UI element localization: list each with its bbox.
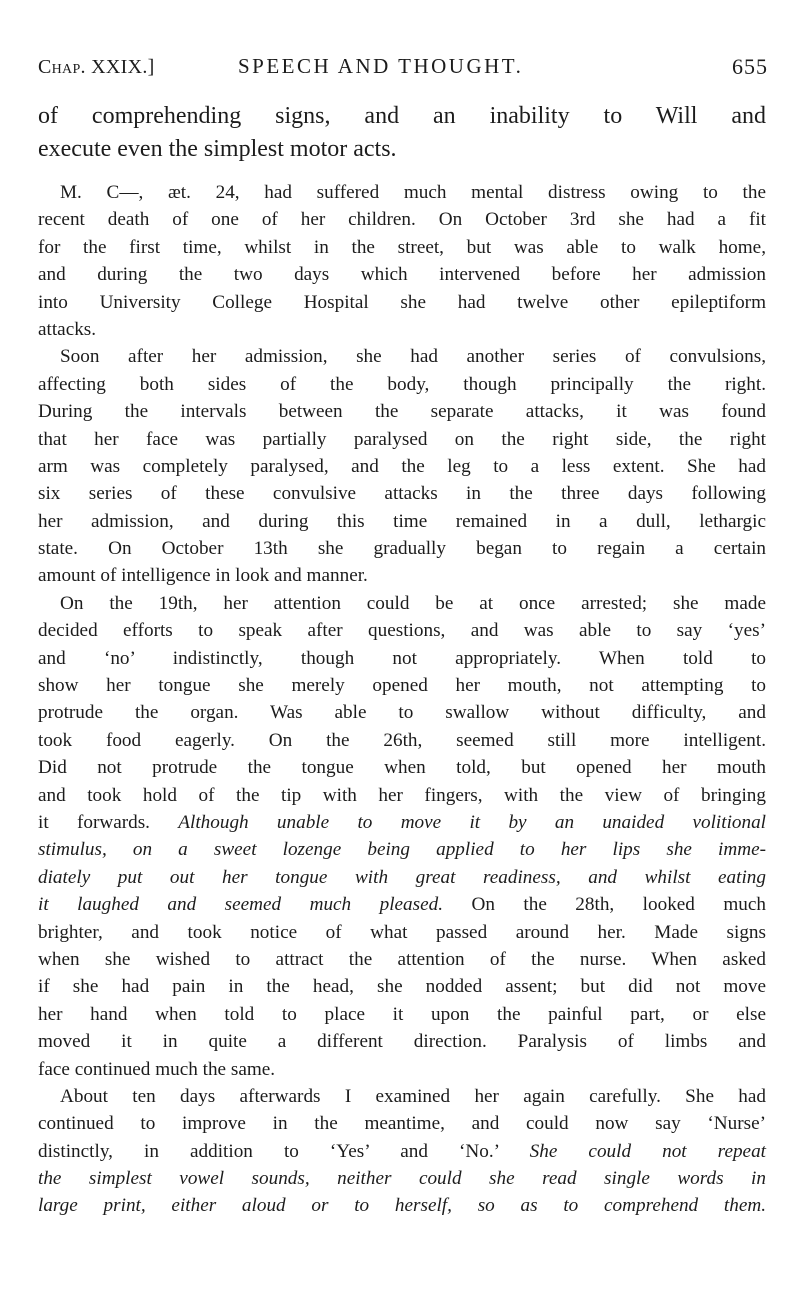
text-line: moved it in quite a different direction. Paralysis of limbs and: [38, 1031, 766, 1053]
text-line: took food eagerly. On the 26th, seemed still more intelligent.: [38, 729, 766, 751]
text-line: brighter, and took notice of what passed around her. Made signs: [38, 921, 766, 943]
text-line: and took hold of the tip with her fingers, with the view of bringing: [38, 784, 766, 806]
text-line: and during the two days which intervened before her admission: [38, 264, 766, 286]
italic-text: the simplest vowel sounds, neither could she read single words in: [38, 1168, 766, 1190]
text-run: distinctly, in addition to ‘Yes’ and ‘No.’: [38, 1140, 499, 1162]
text-line: [38, 864, 766, 891]
text-line: into University College Hospital she had twelve other epileptiform: [38, 291, 766, 313]
body-text: [38, 100, 766, 1220]
text-line: Soon after her admission, she had another series of convulsions,: [60, 346, 766, 368]
text-line: M. C—, æt. 24, had suffered much mental distress owing to the: [60, 182, 766, 203]
text-line: Did not protrude the tongue when told, but opened her mouth: [38, 757, 766, 779]
running-title: SPEECH AND THOUGHT.: [238, 54, 524, 78]
text-line: affecting both sides of the body, though principally the right.: [38, 373, 766, 395]
text-line: [38, 891, 766, 918]
text-line: of comprehending signs, and an inability to Will and: [38, 103, 766, 129]
text-line: if she had pain in the head, she nodded assent; but did not move: [38, 976, 766, 998]
page-number: 655: [732, 54, 768, 79]
text-line: On the 19th, her attention could be at once arrested; she made: [60, 592, 766, 614]
text-line: face continued much the same.: [38, 1058, 276, 1080]
text-line: execute even the simplest motor acts.: [38, 136, 397, 162]
italic-text: it laughed and seemed much pleased.: [38, 894, 444, 916]
text-line: amount of intelligence in look and manner.: [38, 565, 368, 587]
italic-text: large print, either aloud or to herself, so as to comprehend them.: [38, 1195, 766, 1217]
text-line: [38, 1192, 766, 1219]
text-line: [38, 809, 766, 836]
text-line: six series of these convulsive attacks in the three days following: [38, 483, 766, 505]
text-line: show her tongue she merely opened her mouth, not attempting to: [38, 675, 766, 697]
text-line: continued to improve in the meantime, and could now say ‘Nurse’: [38, 1113, 766, 1135]
chapter-reference: Chap. XXIX.]: [38, 56, 155, 78]
text-line: [38, 1138, 766, 1165]
italic-text: diately put out her tongue with great readiness, and whilst eating: [38, 866, 766, 888]
text-line: During the intervals between the separate attacks, it was found: [38, 401, 766, 423]
text-line: attacks.: [38, 318, 97, 340]
text-line: decided efforts to speak after questions, and was able to say ‘yes’: [38, 620, 766, 642]
text-line: for the first time, whilst in the street, but was able to walk home,: [38, 236, 766, 258]
running-head: [38, 54, 768, 84]
text-line: her admission, and during this time remained in a dull, lethargic: [38, 510, 766, 532]
text-run: On the 28th, looked much: [471, 894, 766, 916]
text-line: [38, 1165, 766, 1192]
text-line: protrude the organ. Was able to swallow without difficulty, and: [38, 702, 766, 724]
text-line: arm was completely paralysed, and the leg to a less extent. She had: [38, 455, 766, 477]
text-line: when she wished to attract the attention of the nurse. When asked: [38, 948, 766, 970]
italic-text: stimulus, on a sweet lozenge being applied to her lips she imme-: [38, 839, 766, 861]
text-line: and ‘no’ indistinctly, though not appropriately. When told to: [38, 647, 766, 669]
italic-text: Although unable to move it by an unaided volitional: [178, 811, 767, 833]
text-line: About ten days afterwards I examined her again carefully. She had: [60, 1085, 766, 1107]
text-line: recent death of one of her children. On October 3rd she had a fit: [38, 209, 766, 231]
text-run: it forwards.: [38, 811, 150, 833]
text-line: [38, 836, 766, 863]
text-line: that her face was partially paralysed on the right side, the right: [38, 428, 766, 450]
italic-text: She could not repeat: [529, 1140, 766, 1162]
text-line: her hand when told to place it upon the painful part, or else: [38, 1003, 766, 1025]
text-line: state. On October 13th she gradually began to regain a certain: [38, 538, 766, 560]
